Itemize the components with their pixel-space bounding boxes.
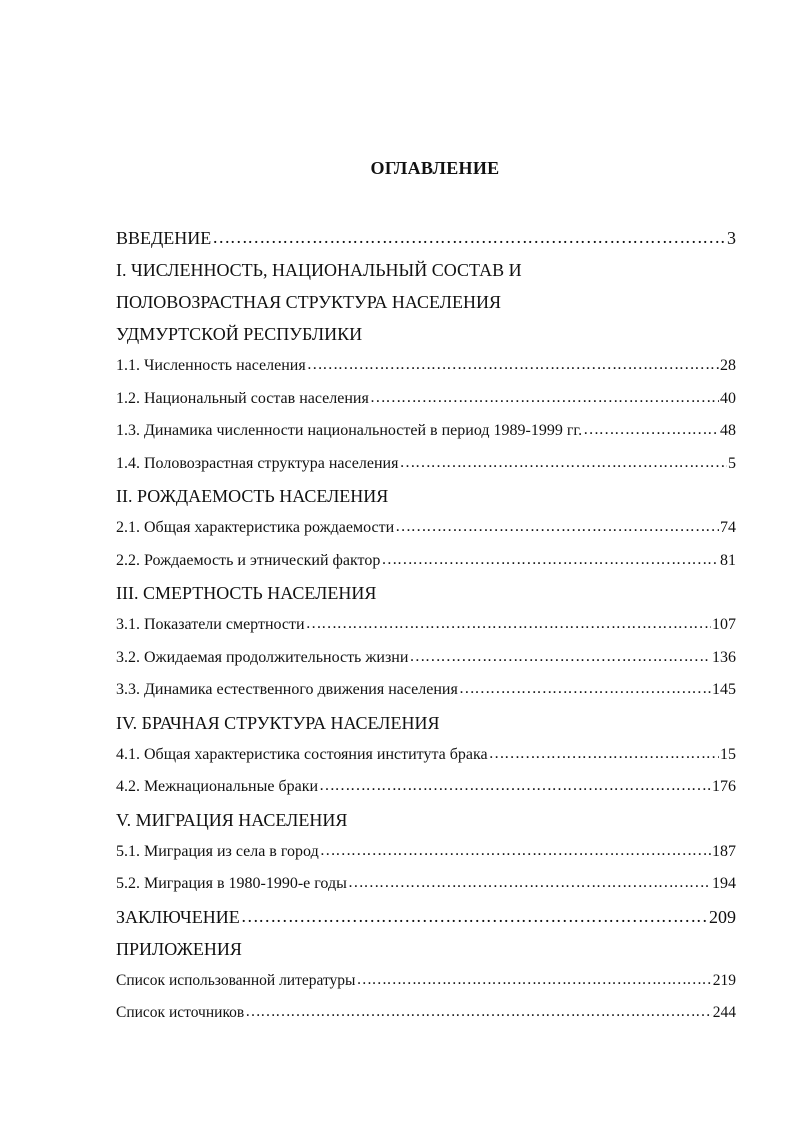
toc-row-4-2 xyxy=(116,771,736,804)
leader-dots xyxy=(212,221,726,253)
toc-page: 5 xyxy=(728,454,736,472)
toc-text: 4.1. Общая характеристика состояния института брака xyxy=(116,745,488,763)
toc-row-5-1 xyxy=(116,836,736,869)
toc-row-1-3 xyxy=(116,415,736,448)
toc-row-chapter-1-line-3 xyxy=(116,318,736,350)
leader-dots xyxy=(583,414,719,447)
leader-dots xyxy=(319,770,711,803)
toc-text: 2.1. Общая характеристика рождаемости xyxy=(116,519,395,536)
toc-page: 40 xyxy=(720,389,736,407)
toc-text: ПОЛОВОЗРАСТНАЯ СТРУКТУРА НАСЕЛЕНИЯ xyxy=(116,292,501,312)
toc-text: УДМУРТСКОЙ РЕСПУБЛИКИ xyxy=(116,324,363,344)
toc-row-chapter-1-line-1 xyxy=(116,254,736,286)
table-of-contents xyxy=(116,222,736,1030)
toc-text: 1.2. Национальный состав населения xyxy=(116,389,369,407)
toc-row-1-2 xyxy=(116,383,736,416)
toc-text: 3.1. Показатели смертности xyxy=(116,616,305,633)
toc-row-chapter-2 xyxy=(116,480,736,512)
toc-row-sources xyxy=(116,997,736,1030)
toc-text: I. ЧИСЛЕННОСТЬ, НАЦИОНАЛЬНЫЙ СОСТАВ И xyxy=(116,260,522,280)
toc-page: 244 xyxy=(712,1004,736,1021)
toc-row-2-1 xyxy=(116,512,736,545)
toc-row-chapter-3 xyxy=(116,577,736,609)
toc-row-bibliography xyxy=(116,965,736,998)
toc-text: 1.1. Численность населения xyxy=(116,357,306,374)
toc-page: 81 xyxy=(720,551,736,569)
leader-dots xyxy=(381,544,719,577)
toc-row-2-2 xyxy=(116,545,736,578)
leader-dots xyxy=(307,349,719,382)
toc-row-4-1 xyxy=(116,739,736,772)
toc-text: Список источников xyxy=(116,1004,245,1021)
toc-row-chapter-5 xyxy=(116,804,736,836)
toc-row-3-3 xyxy=(116,674,736,707)
toc-text: ПРИЛОЖЕНИЯ xyxy=(116,938,242,959)
toc-page: 176 xyxy=(712,778,736,795)
toc-row-appendices xyxy=(116,933,736,965)
leader-dots xyxy=(370,382,719,415)
toc-text: 3.3. Динамика естественного движения населения xyxy=(116,681,458,698)
toc-text: ВВЕДЕНИЕ xyxy=(116,228,212,248)
leader-dots xyxy=(348,867,711,900)
toc-page: 28 xyxy=(720,357,736,374)
toc-text: 1.3. Динамика численности национальностей в период 1989-1999 гг. xyxy=(116,422,583,439)
toc-row-3-2 xyxy=(116,642,736,675)
toc-page: 136 xyxy=(712,648,736,666)
toc-text: ЗАКЛЮЧЕНИЕ xyxy=(116,906,240,927)
toc-page: 187 xyxy=(712,842,736,860)
toc-row-conclusion xyxy=(116,901,736,933)
toc-text: 2.2. Рождаемость и этнический фактор xyxy=(116,551,381,569)
leader-dots xyxy=(306,608,711,641)
toc-text: IV. БРАЧНАЯ СТРУКТУРА НАСЕЛЕНИЯ xyxy=(116,712,440,733)
toc-text: 5.2. Миграция в 1980-1990-е годы xyxy=(116,875,347,892)
page-title: ОГЛАВЛЕНИЕ xyxy=(370,158,500,178)
toc-text: 3.2. Ожидаемая продолжительность жизни xyxy=(116,648,409,666)
leader-dots xyxy=(245,996,711,1029)
leader-dots xyxy=(320,835,711,868)
toc-page: 48 xyxy=(720,422,736,439)
leader-dots xyxy=(399,447,727,480)
toc-text: II. РОЖДАЕМОСТЬ НАСЕЛЕНИЯ xyxy=(116,486,389,506)
toc-text: III. СМЕРТНОСТЬ НАСЕЛЕНИЯ xyxy=(116,583,377,603)
toc-page: 74 xyxy=(720,519,736,536)
toc-row-1-4 xyxy=(116,448,736,481)
toc-page: 209 xyxy=(709,906,736,927)
leader-dots xyxy=(241,900,708,932)
leader-dots xyxy=(489,738,719,771)
toc-row-chapter-1-line-2 xyxy=(116,286,736,318)
leader-dots xyxy=(395,511,719,544)
toc-page: 107 xyxy=(712,616,736,633)
toc-row-chapter-4 xyxy=(116,707,736,739)
toc-text: V. МИГРАЦИЯ НАСЕЛЕНИЯ xyxy=(116,809,348,830)
toc-row-5-2 xyxy=(116,868,736,901)
toc-page: 219 xyxy=(712,971,736,989)
toc-page: 145 xyxy=(712,681,736,698)
toc-row-3-1 xyxy=(116,609,736,642)
toc-row-1-1 xyxy=(116,350,736,383)
toc-text: 5.1. Миграция из села в город xyxy=(116,842,319,860)
toc-text: Список использованной литературы xyxy=(116,971,356,989)
toc-page: 194 xyxy=(712,875,736,892)
toc-text: 1.4. Половозрастная структура населения xyxy=(116,454,399,472)
leader-dots xyxy=(409,641,711,674)
toc-row-intro xyxy=(116,222,736,254)
toc-page: 15 xyxy=(720,745,736,763)
toc-text: 4.2. Межнациональные браки xyxy=(116,778,319,795)
toc-page: 3 xyxy=(727,228,736,248)
leader-dots xyxy=(356,964,711,997)
leader-dots xyxy=(459,673,711,706)
